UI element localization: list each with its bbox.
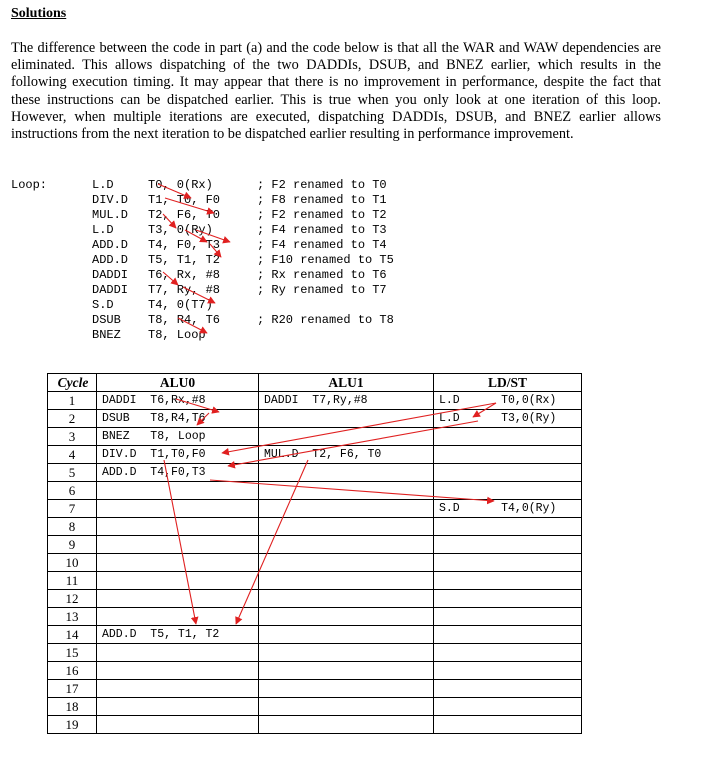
ldst-cell — [434, 554, 582, 572]
ldst-cell — [434, 662, 582, 680]
code-operands: T2, F6, T0 — [148, 208, 221, 222]
cycle-cell: 16 — [48, 662, 97, 680]
code-line — [92, 208, 220, 223]
alu1-cell — [259, 518, 434, 536]
alu0-cell — [97, 518, 259, 536]
code-comment: ; Ry renamed to T7 — [257, 283, 387, 297]
code-opcode: L.D — [92, 178, 114, 192]
alu1-cell — [259, 716, 434, 734]
ldst-cell — [434, 446, 582, 464]
table-row — [48, 410, 582, 428]
alu0-cell — [97, 662, 259, 680]
cycle-cell: 12 — [48, 590, 97, 608]
code-operands: T6, Rx, #8 — [148, 268, 221, 282]
code-comment: ; F8 renamed to T1 — [257, 193, 387, 207]
cycle-cell: 15 — [48, 644, 97, 662]
alu1-cell — [259, 626, 434, 644]
alu0-cell — [97, 554, 259, 572]
table-row — [48, 572, 582, 590]
code-comments — [257, 178, 394, 343]
ldst-cell — [434, 464, 582, 482]
code-opcode: DSUB — [92, 313, 121, 327]
ldst-cell — [434, 716, 582, 734]
alu1-cell — [259, 644, 434, 662]
alu1-cell — [259, 662, 434, 680]
cycle-cell: 7 — [48, 500, 97, 518]
alu1-cell: DADDI T7,Ry,#8 — [259, 392, 434, 410]
cycle-cell: 14 — [48, 626, 97, 644]
code-comment: ; F4 renamed to T4 — [257, 238, 387, 252]
code-operands: T3, 0(Ry) — [148, 223, 213, 237]
code-opcode: DADDI — [92, 268, 129, 282]
ldst-cell — [434, 644, 582, 662]
table-row — [48, 392, 582, 410]
ldst-cell — [434, 572, 582, 590]
alu1-cell — [259, 608, 434, 626]
alu1-cell — [259, 464, 434, 482]
code-listing — [92, 178, 220, 343]
code-line — [92, 193, 220, 208]
cycle-cell: 5 — [48, 464, 97, 482]
code-line — [92, 283, 220, 298]
cycle-cell: 13 — [48, 608, 97, 626]
alu0-cell: ADD.D T5, T1, T2 — [97, 626, 259, 644]
ldst-cell — [434, 518, 582, 536]
code-line — [92, 238, 220, 253]
code-opcode: L.D — [92, 223, 114, 237]
code-opcode: DADDI — [92, 283, 129, 297]
code-comment: ; F2 renamed to T0 — [257, 178, 387, 192]
alu0-cell — [97, 644, 259, 662]
ldst-cell — [434, 428, 582, 446]
header-cycle: Cycle — [48, 374, 97, 392]
header-alu0: ALU0 — [97, 374, 259, 392]
cycle-cell: 17 — [48, 680, 97, 698]
cycle-cell: 19 — [48, 716, 97, 734]
alu1-cell — [259, 698, 434, 716]
table-row — [48, 662, 582, 680]
code-opcode: ADD.D — [92, 238, 129, 252]
ldst-cell: S.D T4,0(Ry) — [434, 500, 582, 518]
ldst-cell — [434, 626, 582, 644]
code-line — [92, 178, 220, 193]
code-comment: ; F4 renamed to T3 — [257, 223, 387, 237]
loop-label: Loop: — [11, 178, 48, 192]
cycle-cell: 18 — [48, 698, 97, 716]
code-line — [92, 268, 220, 283]
code-line — [92, 328, 220, 343]
code-comment: ; Rx renamed to T6 — [257, 268, 387, 282]
alu1-cell — [259, 482, 434, 500]
ldst-cell — [434, 590, 582, 608]
ldst-cell — [434, 482, 582, 500]
code-operands: T0, 0(Rx) — [148, 178, 213, 192]
header-alu1: ALU1 — [259, 374, 434, 392]
table-row — [48, 680, 582, 698]
code-opcode: ADD.D — [92, 253, 129, 267]
alu1-cell — [259, 572, 434, 590]
alu1-cell: MUL.D T2, F6, T0 — [259, 446, 434, 464]
code-opcode: MUL.D — [92, 208, 129, 222]
alu0-cell — [97, 680, 259, 698]
alu1-cell — [259, 536, 434, 554]
code-line — [92, 313, 220, 328]
cycle-cell: 4 — [48, 446, 97, 464]
alu0-cell: DSUB T8,R4,T6 — [97, 410, 259, 428]
table-row — [48, 590, 582, 608]
table-row — [48, 626, 582, 644]
cycle-cell: 2 — [48, 410, 97, 428]
code-operands: T8, Loop — [148, 328, 206, 342]
code-opcode: DIV.D — [92, 193, 129, 207]
explanation-paragraph: The difference between the code in part (a) and the code below is that all the WAR and WAW dependencies are eliminated. This allows dispatching of the two DADDIs, DSUB, and BNEZ earlier, which results in the following execution timing. It may appear that there is no improvement in performance, despite the fact that these instructions can be dispatched earlier. This is true when you only look at one iteration of this loop. However, when multiple iterations are executed, dispatching DADDIs, DSUB, and BNEZ earlier allows instructions from the next iteration to be dispatched earlier resulting in performance improvement. — [11, 40, 661, 143]
ldst-cell — [434, 698, 582, 716]
code-line — [92, 298, 220, 313]
code-comment — [257, 328, 394, 343]
code-opcode: BNEZ — [92, 328, 121, 342]
alu0-cell — [97, 698, 259, 716]
code-line — [92, 253, 220, 268]
table-row — [48, 428, 582, 446]
alu0-cell: DIV.D T1,T0,F0 — [97, 446, 259, 464]
table-row — [48, 716, 582, 734]
code-comment: ; F2 renamed to T2 — [257, 208, 387, 222]
table-row — [48, 500, 582, 518]
code-operands: T5, T1, T2 — [148, 253, 221, 267]
cycle-cell: 6 — [48, 482, 97, 500]
alu0-cell — [97, 572, 259, 590]
alu0-cell: BNEZ T8, Loop — [97, 428, 259, 446]
alu1-cell — [259, 500, 434, 518]
cycle-cell: 10 — [48, 554, 97, 572]
ldst-cell: L.D T0,0(Rx) — [434, 392, 582, 410]
code-line — [92, 223, 220, 238]
schedule-table — [47, 373, 582, 734]
alu0-cell — [97, 590, 259, 608]
alu0-cell — [97, 500, 259, 518]
alu1-cell — [259, 554, 434, 572]
code-operands: T8, R4, T6 — [148, 313, 221, 327]
table-row — [48, 518, 582, 536]
header-ldst: LD/ST — [434, 374, 582, 392]
alu0-cell — [97, 482, 259, 500]
code-operands: T1, T0, F0 — [148, 193, 221, 207]
alu1-cell — [259, 680, 434, 698]
alu0-cell: DADDI T6,Rx,#8 — [97, 392, 259, 410]
alu1-cell — [259, 590, 434, 608]
alu0-cell — [97, 608, 259, 626]
cycle-cell: 11 — [48, 572, 97, 590]
table-row — [48, 608, 582, 626]
cycle-cell: 8 — [48, 518, 97, 536]
ldst-cell — [434, 536, 582, 554]
code-opcode: S.D — [92, 298, 114, 312]
code-operands: T4, F0, T3 — [148, 238, 221, 252]
cycle-cell: 1 — [48, 392, 97, 410]
ldst-cell — [434, 680, 582, 698]
table-row — [48, 536, 582, 554]
table-row — [48, 482, 582, 500]
code-operands: T4, 0(T7) — [148, 298, 213, 312]
table-row — [48, 446, 582, 464]
alu0-cell — [97, 536, 259, 554]
alu0-cell: ADD.D T4,F0,T3 — [97, 464, 259, 482]
alu1-cell — [259, 428, 434, 446]
table-row — [48, 698, 582, 716]
table-row — [48, 464, 582, 482]
code-comment — [257, 298, 394, 313]
table-row — [48, 644, 582, 662]
ldst-cell: L.D T3,0(Ry) — [434, 410, 582, 428]
cycle-cell: 3 — [48, 428, 97, 446]
alu1-cell — [259, 410, 434, 428]
code-comment: ; F10 renamed to T5 — [257, 253, 394, 267]
ldst-cell — [434, 608, 582, 626]
code-operands: T7, Ry, #8 — [148, 283, 221, 297]
alu0-cell — [97, 716, 259, 734]
cycle-cell: 9 — [48, 536, 97, 554]
solutions-heading: Solutions — [11, 6, 67, 21]
code-comment: ; R20 renamed to T8 — [257, 313, 394, 327]
table-row — [48, 554, 582, 572]
